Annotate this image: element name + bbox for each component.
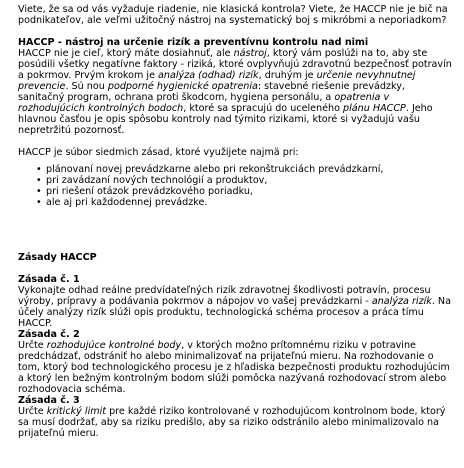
emphasis-text: podporné hygienické opatrenia <box>107 81 258 92</box>
text-run: . Na účely analýzy rizík slúži opis produktu, technologická schéma procesov a práca tímu HACCP. <box>18 296 451 329</box>
bullet-icon: • <box>36 186 42 197</box>
rule-title: Zásada č. 3 <box>18 395 80 406</box>
rule-block <box>18 395 454 439</box>
blank-space <box>18 208 454 241</box>
text-run: . Sú nou <box>65 81 108 92</box>
emphasis-text: plánu HACCP <box>343 103 406 114</box>
usage-list <box>18 164 454 208</box>
rule-text <box>18 285 454 329</box>
list-item: • plánovaní novej prevádzkarne alebo pri rekonštrukciách prevádzkarní, <box>36 164 384 175</box>
text-run: . Jeho hlavnou časťou je opis spôsobu kontroly nad týmito rizikami, ktoré si vyžadujú vašu nepretržitú pozornosť. <box>18 103 433 136</box>
text-run: HACCP nie je cieľ, ktorý máte dosiahnuť, ale <box>18 48 234 59</box>
rules-title: Zásady HACCP <box>18 252 97 263</box>
emphasis-text: rozhodujúce kontrolné body <box>46 340 182 351</box>
text-run: , ktoré sa spracujú do uceleného <box>183 103 344 114</box>
rule-text <box>18 340 454 395</box>
text-run: Vykonajte odhad reálne predvídateľných rizík zdravotnej škodlivosti potravín, procesu výroby, prípravy a podávania pokrmov a nápojov vo vašej prevádzkarni - <box>18 285 431 307</box>
list-item: • pri zavádzaní nových technológií a produktov, <box>36 175 268 186</box>
rule-block <box>18 329 454 395</box>
emphasis-text: určenie nevyhnutnej prevencie <box>18 70 416 92</box>
text-run: Určte <box>18 340 47 351</box>
text-run: Určte <box>18 406 47 417</box>
text-run: pre každé riziko kontrolované v rozhodujúcom kontrolnom bode, ktorý sa musí dodržať, aby sa riziku predišlo, aby sa riziko odstránilo alebo minimalizovalo na prijateľnú mieru. <box>18 406 446 439</box>
rule-block <box>18 274 454 329</box>
rule-text <box>18 406 454 439</box>
text-run: , v ktorých možno prítomnému riziku v potravine predchádzať, odstrániť ho alebo minimalizovať na prijateľnú mieru. Na rozhodovanie o tom, ktorý bod technologického procesu je z hľadiska bezpečnosti produktu rozhodujúcim a ktorý len bežným kontrolným bodom slúži pomôcka nazývaná rozhodovací strom alebo rozhodovacia schéma. <box>18 340 450 395</box>
bullet-icon: • <box>36 175 42 186</box>
bullet-icon: • <box>36 164 42 175</box>
list-item: • ale aj pri každodennej prevádzke. <box>36 197 208 208</box>
emphasis-text: opatrenia v rozhodujúcich kontrolných bodoch <box>18 92 390 114</box>
section-paragraph <box>18 48 454 136</box>
text-run: : stavebné riešenie prevádzky, sanitačný program, ochrana proti škodcom, hygiena personálu, a <box>18 81 405 103</box>
rule-title: Zásada č. 2 <box>18 329 80 340</box>
list-item: • pri riešení otázok prevádzkového poriadku, <box>36 186 253 197</box>
bullet-icon: • <box>36 197 42 208</box>
rule-title: Zásada č. 1 <box>18 274 80 285</box>
document-page <box>18 0 454 439</box>
intro-paragraph: Viete, že sa od vás vyžaduje riadenie, nie klasická kontrola? Viete, že HACCP nie je bič na podnikateľov, ale veľmi užitočný nástroj na systematický boj s mikróbmi a neporiadkom? <box>18 4 448 26</box>
section-heading: HACCP - nástroj na určenie rizík a preventívnu kontrolu nad nimi <box>18 37 369 48</box>
text-run: , druhým je <box>258 70 317 81</box>
emphasis-text: nástroj <box>233 48 267 59</box>
principles-intro: HACCP je súbor siedmich zásad, ktoré využijete najmä pri: <box>18 147 299 158</box>
emphasis-text: analýza (odhad) rizík <box>158 70 259 81</box>
text-run: , ktorý vám poslúži na to, aby ste posúdili všetky negatívne faktory - riziká, ktoré ovplyvňujú zdravotnú bezpečnosť potravín a pokrmov. Prvým krokom je <box>18 48 452 81</box>
emphasis-text: analýza rizík <box>371 296 432 307</box>
emphasis-text: kritický limit <box>46 406 107 417</box>
